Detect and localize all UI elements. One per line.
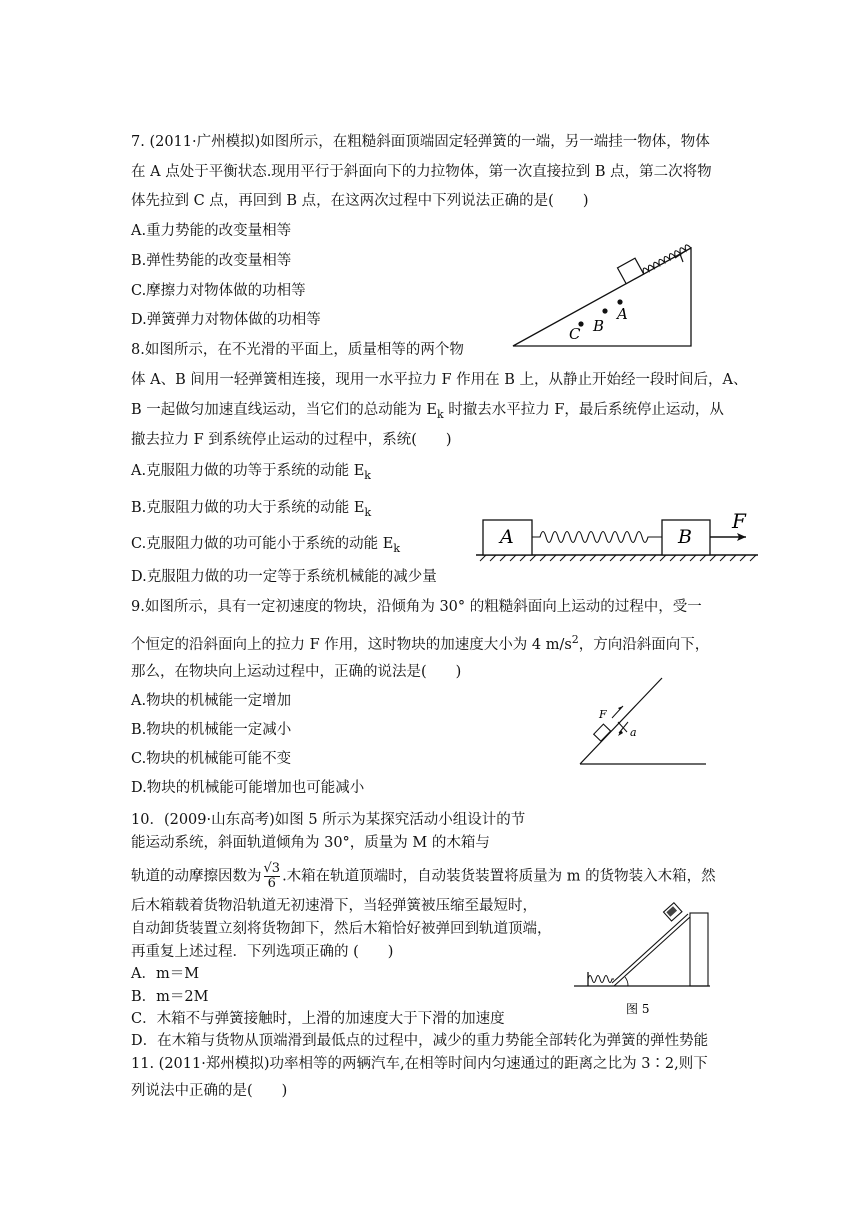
q9-stem-line-3: 那么，在物块向上运动过程中，正确的说法是( ) (131, 664, 462, 680)
q10-stem-line-4: 后木箱载着货物沿轨道无初速滑下，当轻弹簧被压缩至最短时， (131, 898, 537, 914)
block (617, 258, 643, 283)
label-a: A (617, 305, 628, 323)
q10-option-a: A．m＝M (131, 966, 200, 982)
q7-option-c: C.摩擦力对物体做的功相等 (131, 283, 306, 299)
spring-coil (532, 532, 662, 543)
label-f: F (599, 708, 607, 721)
label-a: A (500, 526, 514, 548)
figure-caption: 图 5 (626, 1002, 650, 1016)
q7-stem-line-2: 在 A 点处于平衡状态.现用平行于斜面向下的力拉物体，第一次直接拉到 B 点，第二次将物 (131, 164, 712, 180)
q10-option-d: D．在木箱与货物从顶端滑到最低点的过程中，减少的重力势能全部转化为弹簧的弹性势能 (131, 1033, 709, 1049)
q7-stem-line-1: 7. (2011·广州模拟)如图所示，在粗糙斜面顶端固定轻弹簧的一端，另一端挂一物体，物体 (131, 134, 710, 150)
q7-option-b: B.弹性势能的改变量相等 (131, 253, 292, 269)
q10-option-c: C．木箱不与弹簧接触时，上滑的加速度大于下滑的加速度 (131, 1011, 505, 1027)
q8-stem-line-1: 8.如图所示，在不光滑的平面上，质量相等的两个物 (131, 342, 464, 358)
label-b: B (593, 317, 605, 335)
q9-stem-line-1: 9.如图所示，具有一定初速度的物块，沿倾角为 30° 的粗糙斜面向上运动的过程中，受一 (131, 599, 702, 615)
spring-coil (641, 244, 691, 274)
q8-stem-line-4: 撤去拉力 F 到系统停止运动的过程中，系统( ) (131, 432, 452, 448)
q10-stem-line-2: 能运动系统，斜面轨道倾角为 30°，质量为 M 的木箱与 (131, 835, 490, 851)
spring-coil (588, 976, 614, 983)
label-b: B (678, 526, 692, 548)
q10-stem-line-1: 10．(2009·山东高考)如图 5 所示为某探究活动小组设计的节 (131, 812, 526, 828)
q11-stem-line-1: 11. (2011·郑州模拟)功率相等的两辆汽车,在相等时间内匀速通过的距离之比为 3∶2,则下 (131, 1056, 708, 1072)
q7-stem-line-3: 体先拉到 C 点，再回到 B 点，在这两次过程中下列说法正确的是( ) (131, 193, 589, 209)
label-f: F (732, 509, 746, 533)
q10-stem-line-6: 再重复上述过程．下列选项正确的 ( ) (131, 944, 394, 960)
q8-option-a: A.克服阻力做的功等于系统的动能 $E_k$ (131, 463, 371, 482)
q9-incline-block-figure (578, 670, 708, 768)
q7-option-d: D.弹簧弹力对物体做的功相等 (131, 312, 321, 328)
q10-stem-line-5: 自动卸货装置立刻将货物卸下，然后木箱恰好被弹回到轨道顶端， (131, 921, 552, 937)
q9-option-a: A.物块的机械能一定增加 (131, 693, 292, 709)
q11-stem-line-2: 列说法中正确的是( ) (131, 1083, 288, 1099)
q8-stem-line-2: 体 A、B 间用一轻弹簧相连接，现用一水平拉力 F 作用在 B 上，从静止开始经一段时间后，A、 (131, 372, 748, 388)
block (594, 724, 611, 741)
q8-option-c: C.克服阻力做的功可能小于系统的动能 $E_k$ (131, 536, 401, 555)
q9-stem-line-2: 个恒定的沿斜面向上的拉力 F 作用，这时物块的加速度大小为 4 $m/s^2$，方向沿斜面向下， (131, 633, 710, 653)
label-a: a (630, 726, 637, 739)
q10-track-spring-figure (570, 895, 715, 1017)
q8-stem-line-3: B 一起做匀加速直线运动，当它们的总动能为 $E_k$ 时撤去水平拉力 F，最后系统停止运动，从 (131, 402, 724, 421)
q10-option-b: B．m＝2M (131, 989, 209, 1005)
q9-option-d: D.物块的机械能可能增加也可能减小 (131, 780, 365, 796)
q9-option-c: C.物块的机械能可能不变 (131, 751, 292, 767)
label-c: C (569, 325, 581, 343)
friction-fraction: $\frac{√3}{6}$ (263, 861, 281, 891)
q8-option-d: D.克服阻力做的功一定等于系统机械能的减少量 (131, 569, 437, 585)
q7-incline-spring-figure (505, 240, 705, 352)
q7-option-a: A.重力势能的改变量相等 (131, 223, 292, 239)
q9-option-b: B.物块的机械能一定减小 (131, 722, 292, 738)
q10-stem-line-3: 轨道的动摩擦因数为 $\frac{√3}{6}$ .木箱在轨道顶端时，自动装货装置将质量为 m 的货物装入木箱，然 (131, 861, 716, 891)
q8-option-b: B.克服阻力做的功大于系统的动能 $E_k$ (131, 500, 372, 519)
q8-blocks-spring-figure (474, 508, 760, 568)
